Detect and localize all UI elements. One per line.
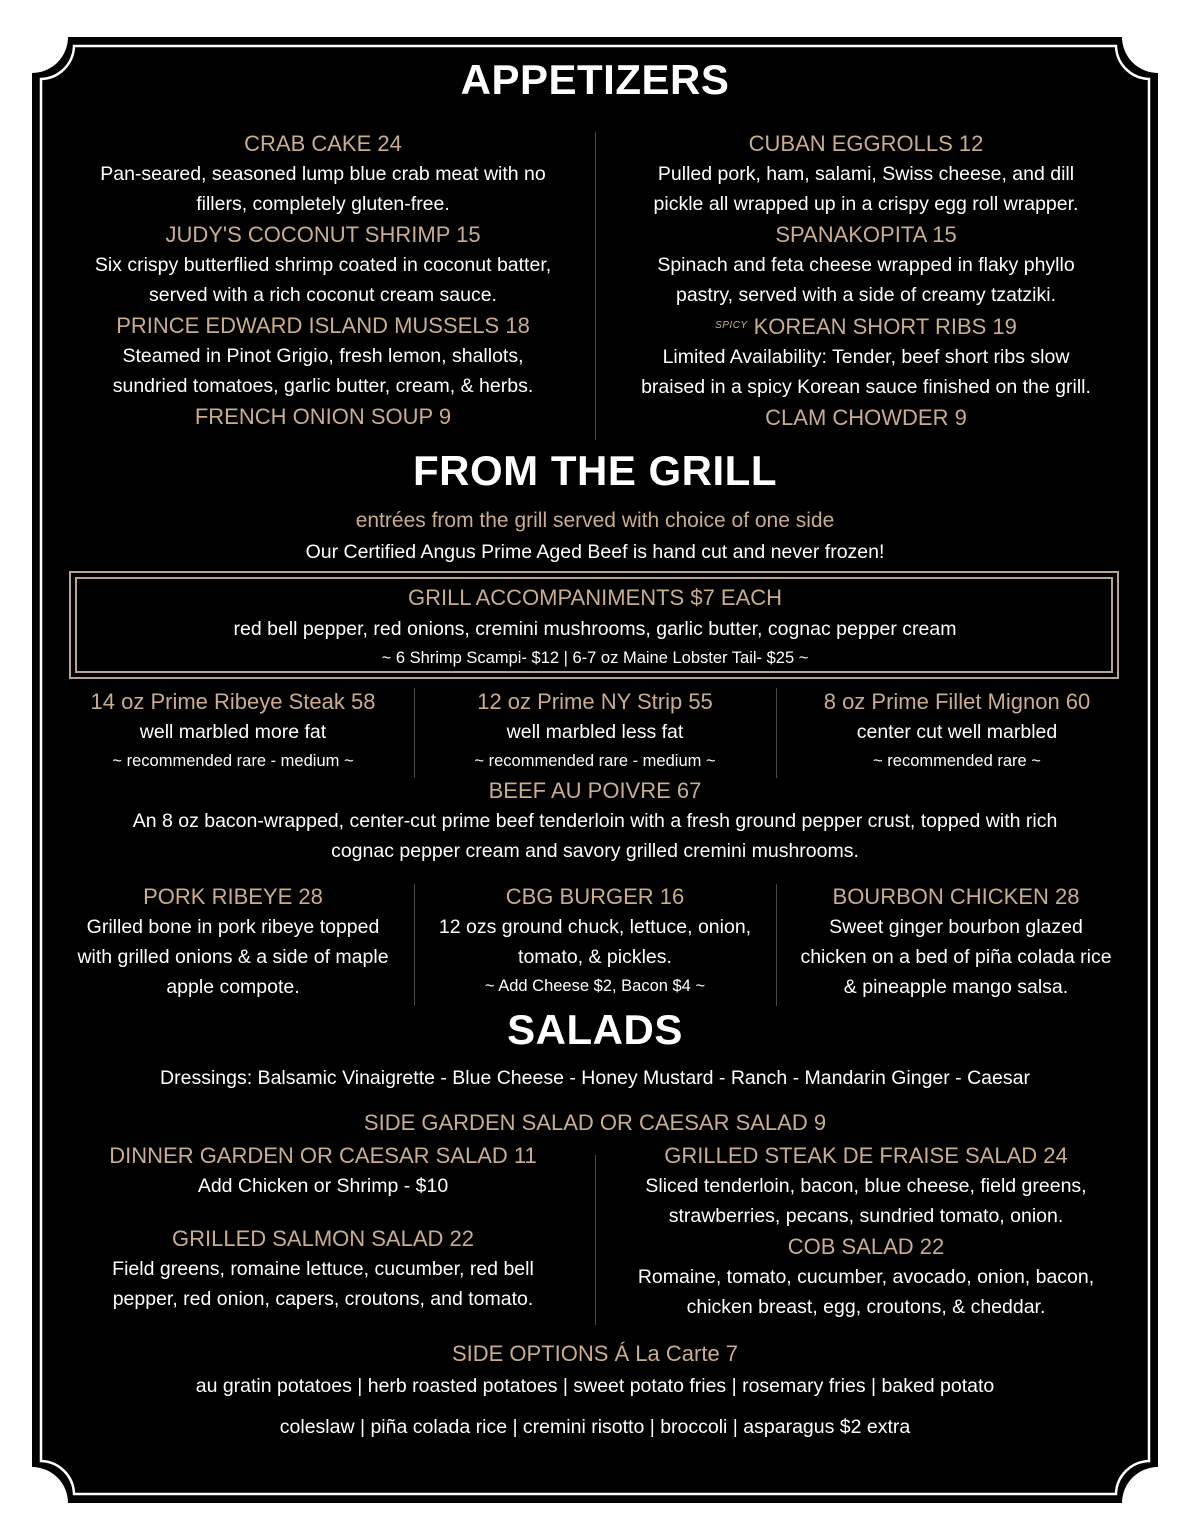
main-cbg-burger — [430, 881, 760, 1000]
dish-description: Pan-seared, seasoned lump blue crab meat with no fillers, completely gluten-free. — [100, 163, 546, 215]
spicy-tag: SPICY — [715, 320, 748, 331]
dish-name: PORK RIBEYE 28 — [143, 884, 323, 909]
main-pork-ribeye — [73, 881, 393, 1002]
main-bourbon-chicken — [796, 881, 1116, 1002]
dish-description: Six crispy butterflied shrimp coated in coconut batter, served with a rich coconut cream sauce. — [94, 254, 552, 306]
dish-name: DINNER GARDEN OR CAESAR SALAD 11 — [109, 1143, 537, 1168]
dish-name: GRILLED SALMON SALAD 22 — [171, 1226, 474, 1251]
appetizers-right-column — [632, 128, 1100, 433]
dish-name: CLAM CHOWDER 9 — [765, 405, 967, 430]
dish-name: KOREAN SHORT RIBS 19 — [753, 314, 1017, 339]
dish-note: ~ Add Cheese $2, Bacon $4 ~ — [484, 977, 706, 995]
dish-description: Steamed in Pinot Grigio, fresh lemon, shallots, sundried tomatoes, garlic butter, cream, & herbs. — [112, 345, 534, 397]
salads-left-column — [88, 1140, 558, 1314]
dish-description: Pulled pork, ham, salami, Swiss cheese, and dill pickle all wrapped up in a crispy egg roll wrapper. — [653, 163, 1079, 215]
dish-description: Romaine, tomato, cucumber, avocado, onion, bacon, chicken breast, egg, croutons, & cheddar. — [637, 1266, 1095, 1318]
grill-title: FROM THE GRILL — [413, 447, 777, 494]
steak-note: ~ recommended rare ~ — [873, 752, 1041, 770]
dish-name-with-tag — [632, 310, 1100, 342]
side-salad: SIDE GARDEN SALAD OR CAESAR SALAD 9 — [363, 1110, 827, 1135]
grill-note: Our Certified Angus Prime Aged Beef is hand cut and never frozen! — [305, 541, 885, 563]
column-divider — [414, 688, 415, 778]
steak-name: 14 oz Prime Ribeye Steak 58 — [90, 689, 376, 714]
steak-name: 12 oz Prime NY Strip 55 — [477, 689, 713, 714]
dish-description: Spinach and feta cheese wrapped in flaky phyllo pastry, served with a side of creamy tzatziki. — [657, 254, 1075, 306]
dish-name: PRINCE EDWARD ISLAND MUSSELS 18 — [116, 313, 530, 338]
salad-dressings: Dressings: Balsamic Vinaigrette - Blue Cheese - Honey Mustard - Ranch - Mandarin Ginger - Caesar — [160, 1067, 1030, 1089]
column-divider — [776, 688, 777, 778]
dish-name: CBG BURGER 16 — [505, 884, 685, 909]
accompaniments-title: GRILL ACCOMPANIMENTS $7 EACH — [407, 585, 783, 610]
dish-description: Limited Availability: Tender, beef short ribs slow braised in a spicy Korean sauce finished on the grill. — [641, 346, 1091, 398]
dish-description: Add Chicken or Shrimp - $10 — [197, 1175, 449, 1197]
dish-description: Sliced tenderloin, bacon, blue cheese, field greens, strawberries, pecans, sundried tomato, onion. — [645, 1175, 1087, 1227]
dish-name: BOURBON CHICKEN 28 — [832, 884, 1080, 909]
column-divider — [595, 132, 596, 440]
appetizers-title: APPETIZERS — [460, 56, 730, 103]
dish-name: JUDY'S COCONUT SHRIMP 15 — [165, 222, 481, 247]
side-options-line-2: coleslaw | piña colada rice | cremini risotto | broccoli | asparagus $2 extra — [279, 1416, 911, 1438]
column-divider — [414, 884, 415, 1006]
salads-title: SALADS — [507, 1006, 683, 1053]
dish-name: FRENCH ONION SOUP 9 — [194, 404, 452, 429]
steak-ny-strip — [420, 686, 770, 775]
beef-au-poivre — [100, 775, 1090, 866]
steak-description: well marbled more fat — [139, 721, 327, 743]
steak-description: well marbled less fat — [506, 721, 684, 743]
steak-description: center cut well marbled — [856, 721, 1058, 743]
column-divider — [595, 1155, 596, 1325]
dish-name: CUBAN EGGROLLS 12 — [748, 131, 984, 156]
dish-name: GRILLED STEAK DE FRAISE SALAD 24 — [664, 1143, 1068, 1168]
salads-right-column — [632, 1140, 1100, 1322]
dish-description: Sweet ginger bourbon glazed chicken on a bed of piña colada rice & pineapple mango salsa. — [800, 916, 1112, 998]
steak-ribeye — [58, 686, 408, 775]
steak-note: ~ recommended rare - medium ~ — [112, 752, 354, 770]
steak-fillet-mignon — [782, 686, 1132, 775]
column-divider — [776, 884, 777, 1006]
dish-name: COB SALAD 22 — [787, 1234, 945, 1259]
side-options-line-1: au gratin potatoes | herb roasted potatoes | sweet potato fries | rosemary fries | baked potato — [195, 1375, 995, 1397]
side-options-title: SIDE OPTIONS Á La Carte 7 — [451, 1341, 739, 1366]
steak-name: 8 oz Prime Fillet Mignon 60 — [823, 689, 1091, 714]
dish-description: 12 ozs ground chuck, lettuce, onion, tomato, & pickles. — [438, 916, 752, 968]
appetizers-left-column — [88, 128, 558, 432]
dish-name: SPANAKOPITA 15 — [775, 222, 957, 247]
steak-note: ~ recommended rare - medium ~ — [474, 752, 716, 770]
grill-subtitle: entrées from the grill served with choice of one side — [355, 509, 835, 532]
accompaniments-extra: ~ 6 Shrimp Scampi- $12 | 6-7 oz Maine Lobster Tail- $25 ~ — [381, 649, 809, 667]
accompaniments-description: red bell pepper, red onions, cremini mushrooms, garlic butter, cognac pepper cream — [233, 618, 957, 640]
dish-description: An 8 oz bacon-wrapped, center-cut prime beef tenderloin with a fresh ground pepper crust, topped with rich cognac pepper cream and savory grilled cremini mushrooms. — [132, 810, 1058, 862]
dish-description: Grilled bone in pork ribeye topped with grilled onions & a side of maple apple compote. — [77, 916, 389, 998]
dish-description: Field greens, romaine lettuce, cucumber, red bell pepper, red onion, capers, croutons, and tomato. — [112, 1258, 534, 1310]
dish-name: CRAB CAKE 24 — [244, 131, 402, 156]
dish-name: BEEF AU POIVRE 67 — [488, 778, 702, 803]
